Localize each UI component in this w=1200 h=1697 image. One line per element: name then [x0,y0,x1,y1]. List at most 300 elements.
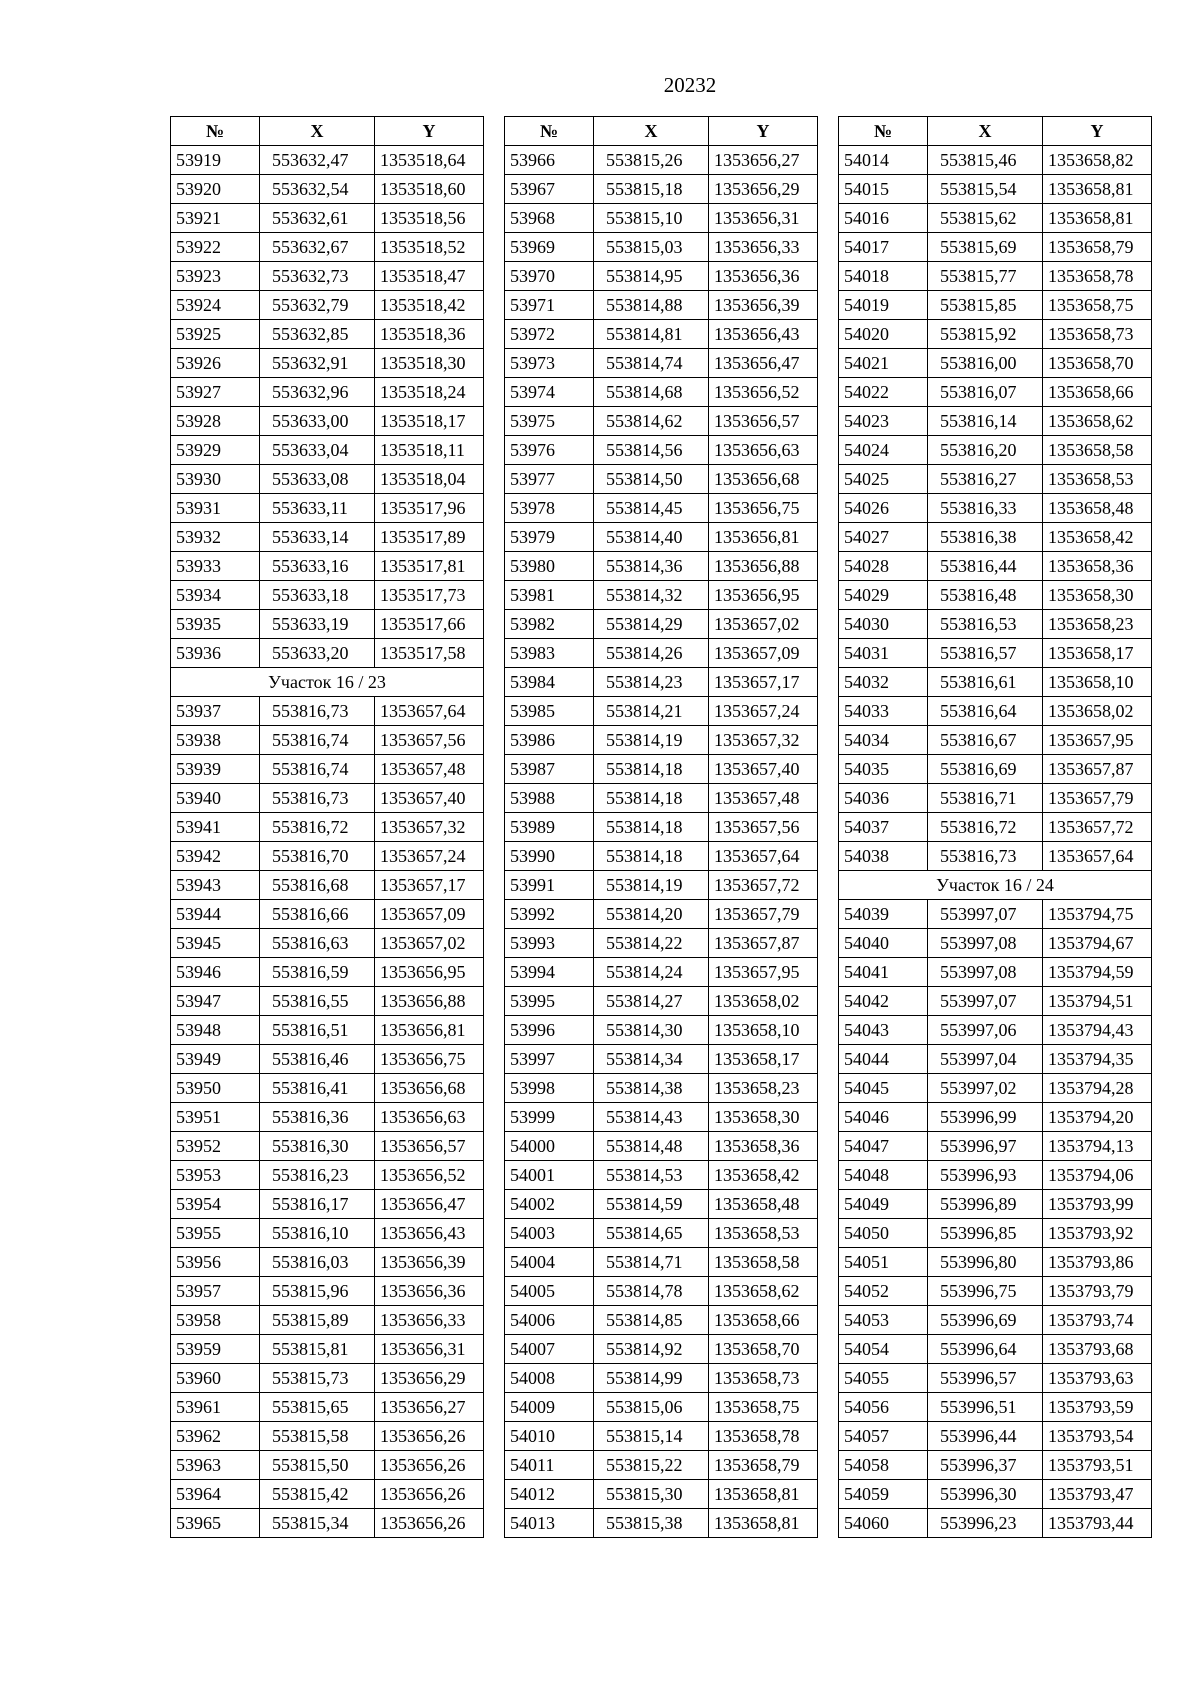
cell-number: 53983 [505,639,594,668]
cell-number: 54054 [839,1335,928,1364]
cell-x: 553814,36 [594,552,709,581]
cell-y: 1353658,48 [709,1190,818,1219]
table-row [839,552,1152,581]
cell-x: 553816,67 [928,726,1043,755]
table-row [171,929,484,958]
cell-x: 553814,27 [594,987,709,1016]
cell-number: 54032 [839,668,928,697]
table-row [839,639,1152,668]
table-row [839,1074,1152,1103]
cell-number: 53977 [505,465,594,494]
cell-number: 53932 [171,523,260,552]
cell-x: 553816,73 [260,784,375,813]
cell-number: 53943 [171,871,260,900]
cell-number: 53925 [171,320,260,349]
table-row [505,1393,818,1422]
cell-number: 54012 [505,1480,594,1509]
cell-y: 1353658,81 [1043,204,1152,233]
cell-number: 53944 [171,900,260,929]
cell-number: 53937 [171,697,260,726]
cell-number: 54029 [839,581,928,610]
cell-x: 553815,10 [594,204,709,233]
cell-x: 553997,02 [928,1074,1043,1103]
cell-y: 1353656,33 [709,233,818,262]
cell-x: 553814,92 [594,1335,709,1364]
table-row [839,494,1152,523]
table-row [839,697,1152,726]
cell-number: 53928 [171,407,260,436]
cell-x: 553632,73 [260,262,375,291]
cell-number: 54047 [839,1132,928,1161]
table-row [171,871,484,900]
cell-number: 54045 [839,1074,928,1103]
table-row [839,755,1152,784]
cell-number: 53935 [171,610,260,639]
cell-y: 1353794,51 [1043,987,1152,1016]
cell-number: 54049 [839,1190,928,1219]
table-row [839,349,1152,378]
cell-x: 553997,07 [928,987,1043,1016]
cell-x: 553814,18 [594,784,709,813]
cell-x: 553997,08 [928,958,1043,987]
cell-number: 54028 [839,552,928,581]
cell-y: 1353656,29 [709,175,818,204]
cell-x: 553997,04 [928,1045,1043,1074]
cell-number: 54036 [839,784,928,813]
table-row [505,958,818,987]
cell-y: 1353658,17 [1043,639,1152,668]
cell-number: 53957 [171,1277,260,1306]
cell-number: 54022 [839,378,928,407]
table-row [505,1074,818,1103]
cell-x: 553632,96 [260,378,375,407]
table-row [171,1016,484,1045]
table-row [505,1190,818,1219]
cell-number: 54004 [505,1248,594,1277]
cell-number: 53982 [505,610,594,639]
cell-y: 1353793,44 [1043,1509,1152,1538]
cell-x: 553997,08 [928,929,1043,958]
table-row [171,697,484,726]
cell-number: 53938 [171,726,260,755]
cell-y: 1353794,75 [1043,900,1152,929]
section-row [171,668,484,697]
cell-y: 1353656,29 [375,1364,484,1393]
table-row [505,1335,818,1364]
cell-number: 53936 [171,639,260,668]
cell-number: 53930 [171,465,260,494]
table-row [505,407,818,436]
table-row [839,1248,1152,1277]
cell-x: 553633,14 [260,523,375,552]
cell-x: 553814,18 [594,842,709,871]
table-row [171,1364,484,1393]
table-row [171,1422,484,1451]
table-row [839,929,1152,958]
cell-number: 53924 [171,291,260,320]
cell-x: 553815,34 [260,1509,375,1538]
cell-y: 1353658,58 [709,1248,818,1277]
cell-number: 54039 [839,900,928,929]
cell-number: 54025 [839,465,928,494]
cell-x: 553633,11 [260,494,375,523]
table-row [505,378,818,407]
cell-number: 54060 [839,1509,928,1538]
cell-number: 53998 [505,1074,594,1103]
table-row [171,1480,484,1509]
cell-x: 553815,92 [928,320,1043,349]
cell-number: 53992 [505,900,594,929]
cell-x: 553814,62 [594,407,709,436]
cell-x: 553632,67 [260,233,375,262]
cell-number: 54015 [839,175,928,204]
cell-number: 54023 [839,407,928,436]
cell-x: 553816,41 [260,1074,375,1103]
table-row [505,697,818,726]
cell-number: 54008 [505,1364,594,1393]
cell-number: 53996 [505,1016,594,1045]
table-row [839,1132,1152,1161]
column-header-x: X [594,117,709,146]
table-row [505,1277,818,1306]
table-row [171,494,484,523]
cell-x: 553814,88 [594,291,709,320]
cell-y: 1353658,23 [1043,610,1152,639]
table-row [505,494,818,523]
cell-number: 54051 [839,1248,928,1277]
cell-y: 1353658,81 [709,1509,818,1538]
table-row [839,1016,1152,1045]
table-row [505,900,818,929]
cell-y: 1353794,43 [1043,1016,1152,1045]
table-row [839,436,1152,465]
table-row [171,987,484,1016]
cell-y: 1353657,56 [709,813,818,842]
cell-y: 1353793,63 [1043,1364,1152,1393]
table-row [171,842,484,871]
cell-y: 1353794,13 [1043,1132,1152,1161]
table-row [839,1190,1152,1219]
coordinate-table-3 [838,116,1152,1538]
cell-x: 553815,26 [594,146,709,175]
cell-number: 53920 [171,175,260,204]
cell-number: 53927 [171,378,260,407]
table-row [505,987,818,1016]
cell-y: 1353657,02 [375,929,484,958]
cell-y: 1353658,70 [709,1335,818,1364]
cell-y: 1353656,68 [709,465,818,494]
cell-y: 1353656,88 [709,552,818,581]
cell-y: 1353658,53 [709,1219,818,1248]
cell-number: 53941 [171,813,260,842]
table-row [505,1248,818,1277]
cell-y: 1353517,73 [375,581,484,610]
cell-x: 553632,61 [260,204,375,233]
cell-y: 1353656,43 [375,1219,484,1248]
table-row [505,1103,818,1132]
cell-y: 1353656,75 [709,494,818,523]
table-row [839,958,1152,987]
cell-y: 1353517,81 [375,552,484,581]
cell-number: 53959 [171,1335,260,1364]
table-row [505,784,818,813]
cell-y: 1353658,48 [1043,494,1152,523]
cell-y: 1353657,72 [709,871,818,900]
cell-y: 1353657,09 [375,900,484,929]
cell-number: 53954 [171,1190,260,1219]
table-row [505,349,818,378]
table-row [839,1103,1152,1132]
cell-y: 1353794,20 [1043,1103,1152,1132]
cell-y: 1353656,81 [709,523,818,552]
cell-y: 1353656,47 [375,1190,484,1219]
cell-y: 1353656,36 [375,1277,484,1306]
cell-number: 53931 [171,494,260,523]
table-row [505,668,818,697]
cell-y: 1353518,42 [375,291,484,320]
section-title: Участок 16 / 24 [839,871,1152,900]
table-row [505,813,818,842]
table-row [171,465,484,494]
cell-y: 1353517,58 [375,639,484,668]
table-row [839,813,1152,842]
table-row [839,523,1152,552]
cell-number: 53956 [171,1248,260,1277]
cell-number: 54055 [839,1364,928,1393]
cell-y: 1353794,28 [1043,1074,1152,1103]
cell-number: 53994 [505,958,594,987]
cell-x: 553814,53 [594,1161,709,1190]
cell-x: 553816,03 [260,1248,375,1277]
cell-x: 553815,38 [594,1509,709,1538]
cell-x: 553814,29 [594,610,709,639]
cell-y: 1353793,54 [1043,1422,1152,1451]
cell-number: 54013 [505,1509,594,1538]
cell-y: 1353793,92 [1043,1219,1152,1248]
table-row [839,668,1152,697]
cell-x: 553814,74 [594,349,709,378]
cell-x: 553814,18 [594,813,709,842]
cell-number: 54006 [505,1306,594,1335]
cell-number: 53997 [505,1045,594,1074]
cell-number: 54058 [839,1451,928,1480]
cell-x: 553816,63 [260,929,375,958]
table-row [171,1074,484,1103]
column-header-number: № [505,117,594,146]
cell-number: 53964 [171,1480,260,1509]
cell-y: 1353656,52 [375,1161,484,1190]
cell-x: 553815,69 [928,233,1043,262]
cell-x: 553816,70 [260,842,375,871]
cell-number: 53953 [171,1161,260,1190]
cell-y: 1353658,42 [1043,523,1152,552]
cell-x: 553997,07 [928,900,1043,929]
cell-x: 553814,24 [594,958,709,987]
cell-number: 53971 [505,291,594,320]
cell-x: 553996,97 [928,1132,1043,1161]
table-row [839,1161,1152,1190]
table-body [171,146,484,1538]
table-row [839,987,1152,1016]
cell-x: 553816,72 [260,813,375,842]
table-row [171,1335,484,1364]
cell-number: 54000 [505,1132,594,1161]
cell-y: 1353657,48 [375,755,484,784]
table-row [171,175,484,204]
cell-x: 553814,18 [594,755,709,784]
cell-number: 53981 [505,581,594,610]
cell-y: 1353658,30 [1043,581,1152,610]
cell-x: 553633,20 [260,639,375,668]
cell-x: 553816,71 [928,784,1043,813]
cell-number: 53922 [171,233,260,262]
cell-number: 53958 [171,1306,260,1335]
cell-number: 53947 [171,987,260,1016]
cell-number: 54033 [839,697,928,726]
cell-number: 54010 [505,1422,594,1451]
cell-x: 553815,22 [594,1451,709,1480]
table-row [171,610,484,639]
table-row [505,610,818,639]
cell-x: 553815,62 [928,204,1043,233]
cell-y: 1353656,39 [709,291,818,320]
cell-number: 53979 [505,523,594,552]
cell-x: 553815,03 [594,233,709,262]
table-row [171,813,484,842]
cell-number: 54014 [839,146,928,175]
cell-number: 53989 [505,813,594,842]
cell-number: 53973 [505,349,594,378]
cell-number: 53966 [505,146,594,175]
cell-number: 53969 [505,233,594,262]
table-row [171,755,484,784]
cell-x: 553815,81 [260,1335,375,1364]
cell-y: 1353518,11 [375,436,484,465]
cell-y: 1353658,81 [709,1480,818,1509]
cell-y: 1353656,26 [375,1509,484,1538]
cell-y: 1353656,63 [709,436,818,465]
cell-number: 53986 [505,726,594,755]
coordinate-table-2 [504,116,818,1538]
cell-y: 1353658,53 [1043,465,1152,494]
cell-y: 1353656,57 [709,407,818,436]
cell-y: 1353518,04 [375,465,484,494]
cell-x: 553996,93 [928,1161,1043,1190]
table-body [505,146,818,1538]
column-header-y: Y [709,117,818,146]
table-row [171,1132,484,1161]
cell-y: 1353657,02 [709,610,818,639]
cell-y: 1353657,09 [709,639,818,668]
cell-number: 53988 [505,784,594,813]
cell-number: 53934 [171,581,260,610]
cell-y: 1353656,26 [375,1422,484,1451]
table-row [171,378,484,407]
cell-x: 553814,19 [594,726,709,755]
cell-x: 553816,20 [928,436,1043,465]
cell-y: 1353656,95 [709,581,818,610]
cell-number: 54038 [839,842,928,871]
table-row [839,1393,1152,1422]
cell-x: 553814,19 [594,871,709,900]
cell-y: 1353794,06 [1043,1161,1152,1190]
cell-y: 1353658,82 [1043,146,1152,175]
cell-number: 54005 [505,1277,594,1306]
cell-number: 54002 [505,1190,594,1219]
cell-y: 1353518,47 [375,262,484,291]
cell-y: 1353657,72 [1043,813,1152,842]
cell-y: 1353656,47 [709,349,818,378]
cell-number: 54052 [839,1277,928,1306]
cell-number: 54048 [839,1161,928,1190]
cell-y: 1353658,30 [709,1103,818,1132]
cell-y: 1353656,52 [709,378,818,407]
cell-y: 1353657,79 [1043,784,1152,813]
cell-y: 1353657,32 [709,726,818,755]
cell-number: 53921 [171,204,260,233]
cell-x: 553996,89 [928,1190,1043,1219]
table-row [171,726,484,755]
cell-number: 53926 [171,349,260,378]
cell-x: 553996,75 [928,1277,1043,1306]
table-row [171,1103,484,1132]
table-row [839,1045,1152,1074]
cell-x: 553815,73 [260,1364,375,1393]
cell-number: 54041 [839,958,928,987]
cell-number: 53972 [505,320,594,349]
table-row [505,320,818,349]
section-title: Участок 16 / 23 [171,668,484,697]
cell-number: 53976 [505,436,594,465]
table-row [171,1161,484,1190]
cell-x: 553814,22 [594,929,709,958]
cell-x: 553815,42 [260,1480,375,1509]
cell-number: 53993 [505,929,594,958]
cell-y: 1353657,17 [375,871,484,900]
column-header-y: Y [375,117,484,146]
cell-y: 1353656,31 [375,1335,484,1364]
cell-x: 553632,91 [260,349,375,378]
table-row [505,726,818,755]
table-row [505,1219,818,1248]
cell-y: 1353517,66 [375,610,484,639]
cell-y: 1353658,02 [1043,697,1152,726]
cell-x: 553816,74 [260,726,375,755]
table-row [839,581,1152,610]
cell-y: 1353793,74 [1043,1306,1152,1335]
cell-y: 1353657,32 [375,813,484,842]
table-row [839,204,1152,233]
cell-number: 53919 [171,146,260,175]
cell-number: 53948 [171,1016,260,1045]
cell-x: 553816,48 [928,581,1043,610]
table-row [171,436,484,465]
table-row [171,1451,484,1480]
cell-x: 553814,20 [594,900,709,929]
table-row [839,175,1152,204]
table-row [505,1016,818,1045]
column-header-number: № [839,117,928,146]
cell-x: 553816,30 [260,1132,375,1161]
cell-number: 53987 [505,755,594,784]
cell-number: 54042 [839,987,928,1016]
table-row [505,1306,818,1335]
table-row [171,1248,484,1277]
cell-y: 1353793,59 [1043,1393,1152,1422]
cell-x: 553996,44 [928,1422,1043,1451]
cell-number: 53968 [505,204,594,233]
cell-x: 553815,54 [928,175,1043,204]
